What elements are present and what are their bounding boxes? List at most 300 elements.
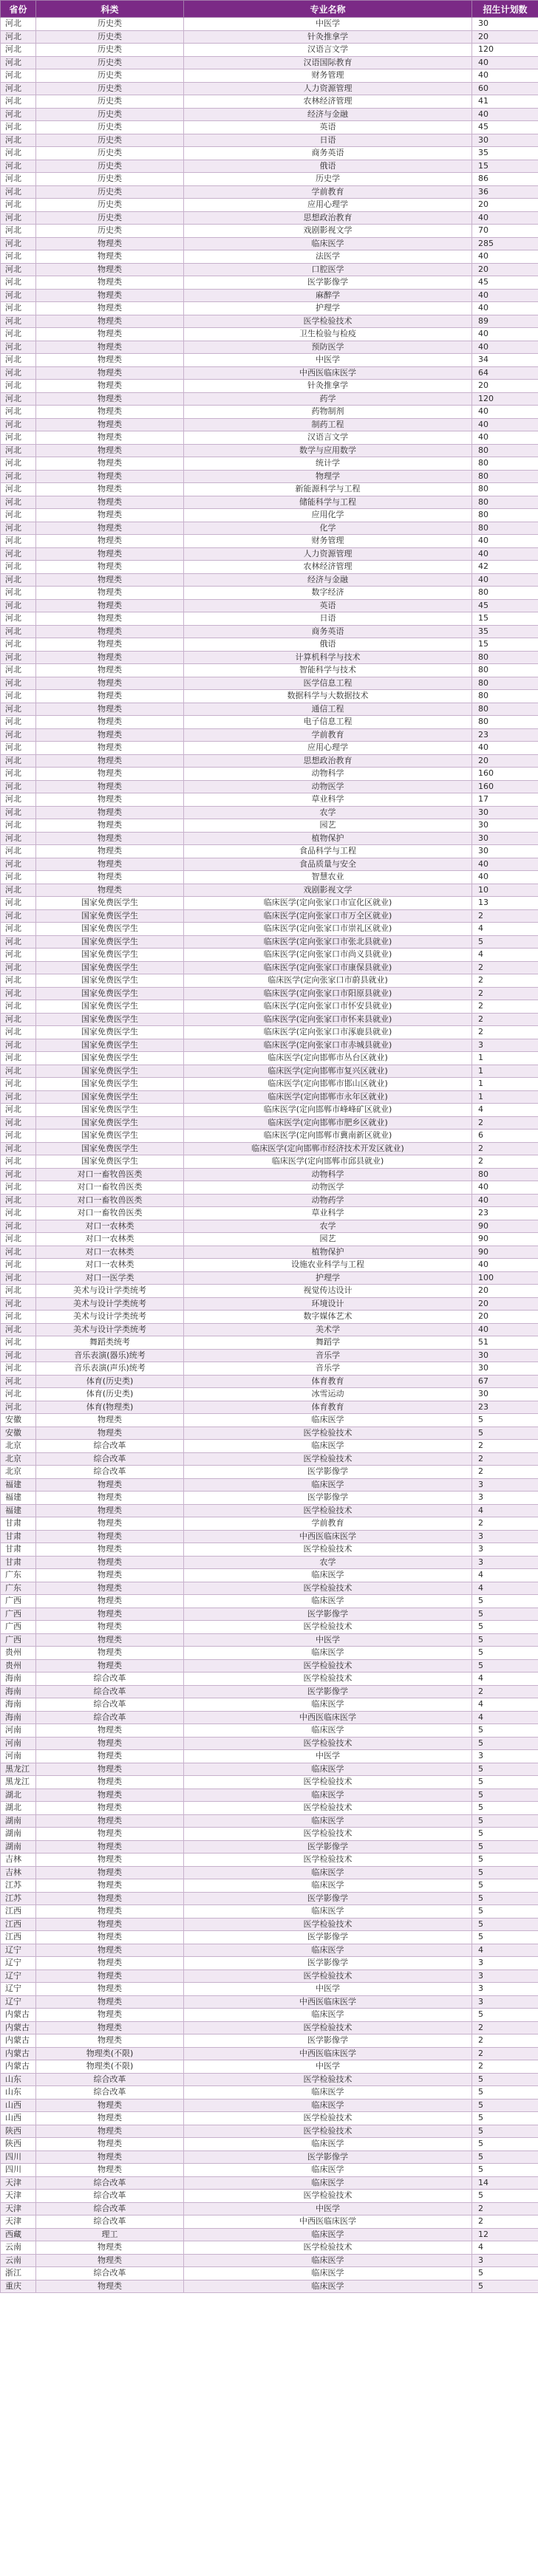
cell-plan-count: 4 [472, 1698, 538, 1712]
table-row [1, 2086, 538, 2100]
cell-province: 河北 [1, 677, 36, 690]
cell-province: 辽宁 [1, 1969, 36, 1983]
table-body [1, 18, 538, 2293]
table-row [1, 612, 538, 626]
table-row [1, 690, 538, 703]
cell-province: 安徽 [1, 1414, 36, 1427]
cell-province: 河北 [1, 121, 36, 134]
cell-province: 河北 [1, 483, 36, 496]
cell-major: 临床医学 [184, 1814, 472, 1828]
cell-plan-count: 30 [472, 845, 538, 858]
table-row [1, 1828, 538, 1841]
table-row [1, 2150, 538, 2164]
cell-major: 中医学 [184, 2060, 472, 2074]
cell-province: 河北 [1, 18, 36, 31]
cell-category: 对口一农林类 [36, 1233, 184, 1246]
cell-province: 河北 [1, 108, 36, 121]
table-row [1, 1271, 538, 1285]
cell-plan-count: 90 [472, 1246, 538, 1259]
cell-plan-count: 2 [472, 1026, 538, 1039]
table-row [1, 1737, 538, 1750]
cell-major: 护理学 [184, 302, 472, 315]
cell-province: 北京 [1, 1452, 36, 1466]
cell-plan-count: 15 [472, 612, 538, 626]
table-row [1, 250, 538, 264]
cell-category: 物理类 [36, 366, 184, 380]
cell-category: 对口一畜牧兽医类 [36, 1168, 184, 1181]
cell-plan-count: 30 [472, 832, 538, 845]
cell-province: 河北 [1, 1090, 36, 1104]
cell-province: 河北 [1, 535, 36, 548]
table-row [1, 1698, 538, 1712]
cell-province: 天津 [1, 2190, 36, 2203]
table-row [1, 406, 538, 419]
table-row [1, 1311, 538, 1324]
cell-major: 临床医学(定向张家口市怀安县就业) [184, 1000, 472, 1014]
cell-major: 医学检验技术 [184, 1543, 472, 1557]
cell-category: 物理类 [36, 1647, 184, 1660]
cell-province: 内蒙古 [1, 2035, 36, 2048]
cell-category: 历史类 [36, 56, 184, 69]
cell-major: 临床医学(定向邯郸市冀南新区就业) [184, 1130, 472, 1143]
cell-major: 化学 [184, 522, 472, 535]
cell-plan-count: 2 [472, 909, 538, 923]
cell-plan-count: 40 [472, 302, 538, 315]
cell-province: 天津 [1, 2215, 36, 2229]
table-row [1, 2073, 538, 2086]
cell-province: 河北 [1, 315, 36, 328]
cell-province: 陕西 [1, 2138, 36, 2151]
cell-major: 临床医学(定向邯郸市峰峰矿区就业) [184, 1104, 472, 1117]
cell-plan-count: 30 [472, 806, 538, 819]
cell-plan-count: 5 [472, 2280, 538, 2293]
cell-major: 医学检验技术 [184, 2021, 472, 2035]
cell-plan-count: 6 [472, 1130, 538, 1143]
cell-province: 河北 [1, 690, 36, 703]
cell-major: 临床医学 [184, 2138, 472, 2151]
table-row [1, 1918, 538, 1931]
cell-plan-count: 67 [472, 1375, 538, 1388]
cell-major: 医学检验技术 [184, 1969, 472, 1983]
cell-province: 山西 [1, 2112, 36, 2125]
cell-province: 河北 [1, 1246, 36, 1259]
cell-province: 河北 [1, 1065, 36, 1078]
cell-plan-count: 3 [472, 1957, 538, 1970]
cell-province: 河北 [1, 587, 36, 600]
cell-province: 河北 [1, 302, 36, 315]
cell-major: 中西医临床医学 [184, 1711, 472, 1724]
table-row [1, 1401, 538, 1414]
table-row [1, 354, 538, 367]
table-row [1, 522, 538, 535]
cell-plan-count: 45 [472, 121, 538, 134]
cell-major: 中医学 [184, 2202, 472, 2215]
cell-plan-count: 40 [472, 406, 538, 419]
table-row [1, 380, 538, 393]
cell-province: 重庆 [1, 2280, 36, 2293]
cell-major: 视觉传达设计 [184, 1285, 472, 1298]
cell-province: 河北 [1, 380, 36, 393]
cell-major: 中西医临床医学 [184, 1995, 472, 2009]
cell-category: 物理类 [36, 2150, 184, 2164]
cell-plan-count: 40 [472, 328, 538, 341]
cell-province: 河北 [1, 1401, 36, 1414]
table-row [1, 1724, 538, 1738]
cell-plan-count: 30 [472, 18, 538, 31]
cell-province: 河北 [1, 1323, 36, 1336]
cell-major: 护理学 [184, 1271, 472, 1285]
cell-plan-count: 3 [472, 1492, 538, 1505]
cell-category: 历史类 [36, 44, 184, 57]
cell-plan-count: 4 [472, 1569, 538, 1582]
table-row [1, 1621, 538, 1634]
cell-plan-count: 5 [472, 1595, 538, 1608]
cell-plan-count: 80 [472, 509, 538, 522]
cell-category: 国家免费医学生 [36, 1065, 184, 1078]
cell-plan-count: 5 [472, 1866, 538, 1879]
cell-province: 河北 [1, 1181, 36, 1195]
header-province: 省份 [1, 1, 36, 18]
cell-category: 物理类 [36, 535, 184, 548]
cell-major: 医学检验技术 [184, 1621, 472, 1634]
cell-category: 国家免费医学生 [36, 1142, 184, 1155]
cell-category: 国家免费医学生 [36, 1090, 184, 1104]
cell-plan-count: 40 [472, 535, 538, 548]
cell-category: 国家免费医学生 [36, 1000, 184, 1014]
table-row [1, 2215, 538, 2229]
cell-category: 国家免费医学生 [36, 1078, 184, 1091]
cell-major: 思想政治教育 [184, 211, 472, 225]
table-row [1, 1349, 538, 1362]
cell-plan-count: 40 [472, 69, 538, 83]
table-row [1, 1065, 538, 1078]
cell-major: 医学影像学 [184, 1685, 472, 1698]
cell-plan-count: 40 [472, 108, 538, 121]
cell-plan-count: 2 [472, 1452, 538, 1466]
cell-category: 舞蹈类统考 [36, 1336, 184, 1350]
cell-major: 临床医学(定向邯郸市邯山区就业) [184, 1078, 472, 1091]
cell-major: 冰雪运动 [184, 1388, 472, 1401]
cell-category: 物理类 [36, 884, 184, 897]
cell-province: 河北 [1, 625, 36, 638]
cell-plan-count: 40 [472, 1259, 538, 1272]
cell-major: 数学与应用数学 [184, 444, 472, 457]
cell-major: 统计学 [184, 457, 472, 471]
table-row [1, 1840, 538, 1854]
cell-plan-count: 3 [472, 1556, 538, 1569]
cell-category: 国家免费医学生 [36, 1052, 184, 1065]
cell-province: 山东 [1, 2073, 36, 2086]
cell-province: 天津 [1, 2202, 36, 2215]
cell-major: 临床医学 [184, 1879, 472, 1893]
cell-province: 广西 [1, 1608, 36, 1621]
table-row [1, 1323, 538, 1336]
cell-major: 制药工程 [184, 418, 472, 431]
cell-major: 临床医学(定向邯郸市丛台区就业) [184, 1052, 472, 1065]
cell-plan-count: 5 [472, 1763, 538, 1776]
cell-plan-count: 40 [472, 871, 538, 884]
cell-province: 河北 [1, 987, 36, 1000]
cell-province: 江西 [1, 1918, 36, 1931]
cell-province: 黑龙江 [1, 1763, 36, 1776]
cell-province: 海南 [1, 1698, 36, 1712]
cell-major: 针灸推拿学 [184, 380, 472, 393]
cell-plan-count: 5 [472, 1802, 538, 1815]
cell-plan-count: 5 [472, 1879, 538, 1893]
cell-plan-count: 160 [472, 768, 538, 781]
cell-major: 医学检验技术 [184, 1427, 472, 1440]
cell-category: 国家免费医学生 [36, 1013, 184, 1026]
cell-major: 医学检验技术 [184, 315, 472, 328]
cell-province: 辽宁 [1, 1957, 36, 1970]
cell-plan-count: 80 [472, 1168, 538, 1181]
cell-plan-count: 89 [472, 315, 538, 328]
cell-category: 物理类 [36, 819, 184, 833]
cell-category: 物理类 [36, 793, 184, 807]
cell-province: 河北 [1, 897, 36, 910]
table-row [1, 199, 538, 212]
cell-category: 物理类 [36, 1737, 184, 1750]
cell-major: 医学影像学 [184, 1892, 472, 1905]
cell-plan-count: 80 [472, 651, 538, 664]
cell-plan-count: 5 [472, 1621, 538, 1634]
cell-plan-count: 120 [472, 44, 538, 57]
cell-category: 国家免费医学生 [36, 935, 184, 949]
cell-plan-count: 2 [472, 1013, 538, 1026]
cell-category: 物理类 [36, 1866, 184, 1879]
cell-major: 中医学 [184, 354, 472, 367]
cell-province: 河北 [1, 289, 36, 302]
cell-category: 物理类 [36, 1983, 184, 1996]
cell-plan-count: 5 [472, 935, 538, 949]
cell-category: 国家免费医学生 [36, 1116, 184, 1130]
cell-plan-count: 80 [472, 703, 538, 716]
cell-plan-count: 5 [472, 1905, 538, 1919]
cell-province: 河北 [1, 185, 36, 199]
table-row [1, 366, 538, 380]
cell-major: 临床医学 [184, 2228, 472, 2241]
cell-category: 综合改革 [36, 1698, 184, 1712]
cell-category: 综合改革 [36, 2086, 184, 2100]
cell-category: 综合改革 [36, 2190, 184, 2203]
cell-plan-count: 2 [472, 1155, 538, 1169]
cell-plan-count: 80 [472, 483, 538, 496]
cell-plan-count: 30 [472, 819, 538, 833]
cell-province: 河北 [1, 561, 36, 574]
cell-major: 中医学 [184, 1750, 472, 1763]
cell-major: 卫生检验与检疫 [184, 328, 472, 341]
cell-plan-count: 4 [472, 1673, 538, 1686]
cell-province: 广东 [1, 1569, 36, 1582]
cell-plan-count: 5 [472, 1892, 538, 1905]
cell-plan-count: 40 [472, 250, 538, 264]
cell-category: 物理类 [36, 1763, 184, 1776]
cell-category: 物理类 [36, 871, 184, 884]
cell-major: 临床医学 [184, 1569, 472, 1582]
header-plan-count: 招生计划数 [472, 1, 538, 18]
cell-category: 历史类 [36, 121, 184, 134]
cell-plan-count: 2 [472, 1517, 538, 1531]
cell-plan-count: 20 [472, 1311, 538, 1324]
cell-major: 日语 [184, 134, 472, 147]
cell-plan-count: 80 [472, 522, 538, 535]
cell-category: 物理类 [36, 1840, 184, 1854]
cell-category: 物理类 [36, 1478, 184, 1492]
table-row [1, 1039, 538, 1052]
cell-category: 物理类 [36, 664, 184, 677]
cell-plan-count: 5 [472, 1840, 538, 1854]
cell-category: 物理类 [36, 444, 184, 457]
table-row [1, 69, 538, 83]
table-row [1, 1452, 538, 1466]
cell-category: 物理类 [36, 1504, 184, 1517]
cell-category: 物理类 [36, 1530, 184, 1543]
cell-major: 英语 [184, 599, 472, 612]
cell-category: 历史类 [36, 160, 184, 173]
table-row [1, 1478, 538, 1492]
cell-province: 河北 [1, 845, 36, 858]
cell-major: 环境设计 [184, 1297, 472, 1311]
table-row [1, 1375, 538, 1388]
cell-category: 物理类 [36, 431, 184, 445]
cell-plan-count: 30 [472, 1349, 538, 1362]
table-row [1, 1013, 538, 1026]
cell-province: 内蒙古 [1, 2009, 36, 2022]
table-row [1, 1388, 538, 1401]
cell-province: 河北 [1, 1078, 36, 1091]
cell-plan-count: 4 [472, 1504, 538, 1517]
cell-category: 物理类 [36, 1621, 184, 1634]
cell-category: 国家免费医学生 [36, 1026, 184, 1039]
cell-plan-count: 2 [472, 2047, 538, 2060]
table-row [1, 1130, 538, 1143]
cell-plan-count: 80 [472, 677, 538, 690]
cell-plan-count: 80 [472, 496, 538, 509]
cell-province: 河北 [1, 768, 36, 781]
cell-province: 河北 [1, 69, 36, 83]
cell-category: 对口一畜牧兽医类 [36, 1181, 184, 1195]
cell-province: 河北 [1, 716, 36, 729]
cell-major: 药学 [184, 392, 472, 406]
cell-plan-count: 23 [472, 1207, 538, 1220]
cell-major: 电子信息工程 [184, 716, 472, 729]
cell-plan-count: 1 [472, 1065, 538, 1078]
cell-province: 河北 [1, 599, 36, 612]
cell-category: 历史类 [36, 225, 184, 238]
table-row [1, 1259, 538, 1272]
cell-province: 河北 [1, 56, 36, 69]
cell-category: 物理类 [36, 1556, 184, 1569]
cell-major: 智慧农业 [184, 871, 472, 884]
cell-province: 河北 [1, 496, 36, 509]
cell-major: 药物制剂 [184, 406, 472, 419]
cell-province: 河北 [1, 1349, 36, 1362]
cell-province: 河北 [1, 651, 36, 664]
cell-province: 甘肃 [1, 1530, 36, 1543]
cell-major: 临床医学 [184, 1763, 472, 1776]
cell-major: 临床医学(定向张家口市张北县就业) [184, 935, 472, 949]
cell-plan-count: 5 [472, 2125, 538, 2138]
cell-plan-count: 80 [472, 587, 538, 600]
cell-category: 物理类 [36, 768, 184, 781]
cell-category: 物理类 [36, 380, 184, 393]
cell-category: 物理类 [36, 1828, 184, 1841]
cell-plan-count: 5 [472, 2073, 538, 2086]
cell-plan-count: 5 [472, 1659, 538, 1673]
cell-plan-count: 160 [472, 780, 538, 793]
table-row [1, 470, 538, 483]
cell-major: 医学影像学 [184, 2035, 472, 2048]
table-row [1, 108, 538, 121]
table-row [1, 483, 538, 496]
cell-province: 河北 [1, 1271, 36, 1285]
cell-major: 医学影像学 [184, 1608, 472, 1621]
table-row [1, 573, 538, 587]
table-row [1, 1078, 538, 1091]
table-row [1, 1776, 538, 1789]
cell-category: 物理类 [36, 561, 184, 574]
cell-category: 物理类 [36, 1814, 184, 1828]
cell-category: 物理类 [36, 1582, 184, 1595]
cell-major: 医学检验技术 [184, 1802, 472, 1815]
cell-major: 中医学 [184, 1983, 472, 1996]
table-header [1, 1, 538, 18]
cell-province: 河北 [1, 160, 36, 173]
table-row [1, 147, 538, 160]
cell-plan-count: 2 [472, 961, 538, 974]
cell-plan-count: 5 [472, 1633, 538, 1647]
table-row [1, 884, 538, 897]
cell-major: 中医学 [184, 18, 472, 31]
cell-plan-count: 80 [472, 470, 538, 483]
cell-major: 针灸推拿学 [184, 30, 472, 44]
cell-province: 河北 [1, 949, 36, 962]
cell-major: 临床医学 [184, 2176, 472, 2190]
cell-province: 海南 [1, 1711, 36, 1724]
cell-plan-count: 2 [472, 1685, 538, 1698]
cell-category: 物理类 [36, 806, 184, 819]
table-row [1, 2267, 538, 2281]
cell-province: 吉林 [1, 1854, 36, 1867]
cell-plan-count: 5 [472, 1737, 538, 1750]
table-row [1, 2176, 538, 2190]
cell-major: 临床医学(定向张家口市怀来县就业) [184, 1013, 472, 1026]
table-row [1, 225, 538, 238]
cell-category: 对口一畜牧兽医类 [36, 1207, 184, 1220]
cell-major: 农林经济管理 [184, 561, 472, 574]
cell-major: 中医学 [184, 1633, 472, 1647]
cell-plan-count: 36 [472, 185, 538, 199]
cell-plan-count: 285 [472, 237, 538, 250]
cell-province: 河北 [1, 728, 36, 742]
cell-major: 医学检验技术 [184, 1828, 472, 1841]
cell-province: 河北 [1, 884, 36, 897]
cell-province: 甘肃 [1, 1517, 36, 1531]
cell-plan-count: 51 [472, 1336, 538, 1350]
cell-major: 临床医学 [184, 1647, 472, 1660]
table-row [1, 1931, 538, 1944]
table-row [1, 2138, 538, 2151]
cell-category: 历史类 [36, 173, 184, 186]
cell-major: 医学检验技术 [184, 2112, 472, 2125]
cell-category: 历史类 [36, 211, 184, 225]
cell-province: 河北 [1, 147, 36, 160]
cell-category: 物理类 [36, 250, 184, 264]
table-row [1, 341, 538, 354]
cell-category: 物理类 [36, 2138, 184, 2151]
cell-plan-count: 20 [472, 199, 538, 212]
cell-major: 动物科学 [184, 1168, 472, 1181]
